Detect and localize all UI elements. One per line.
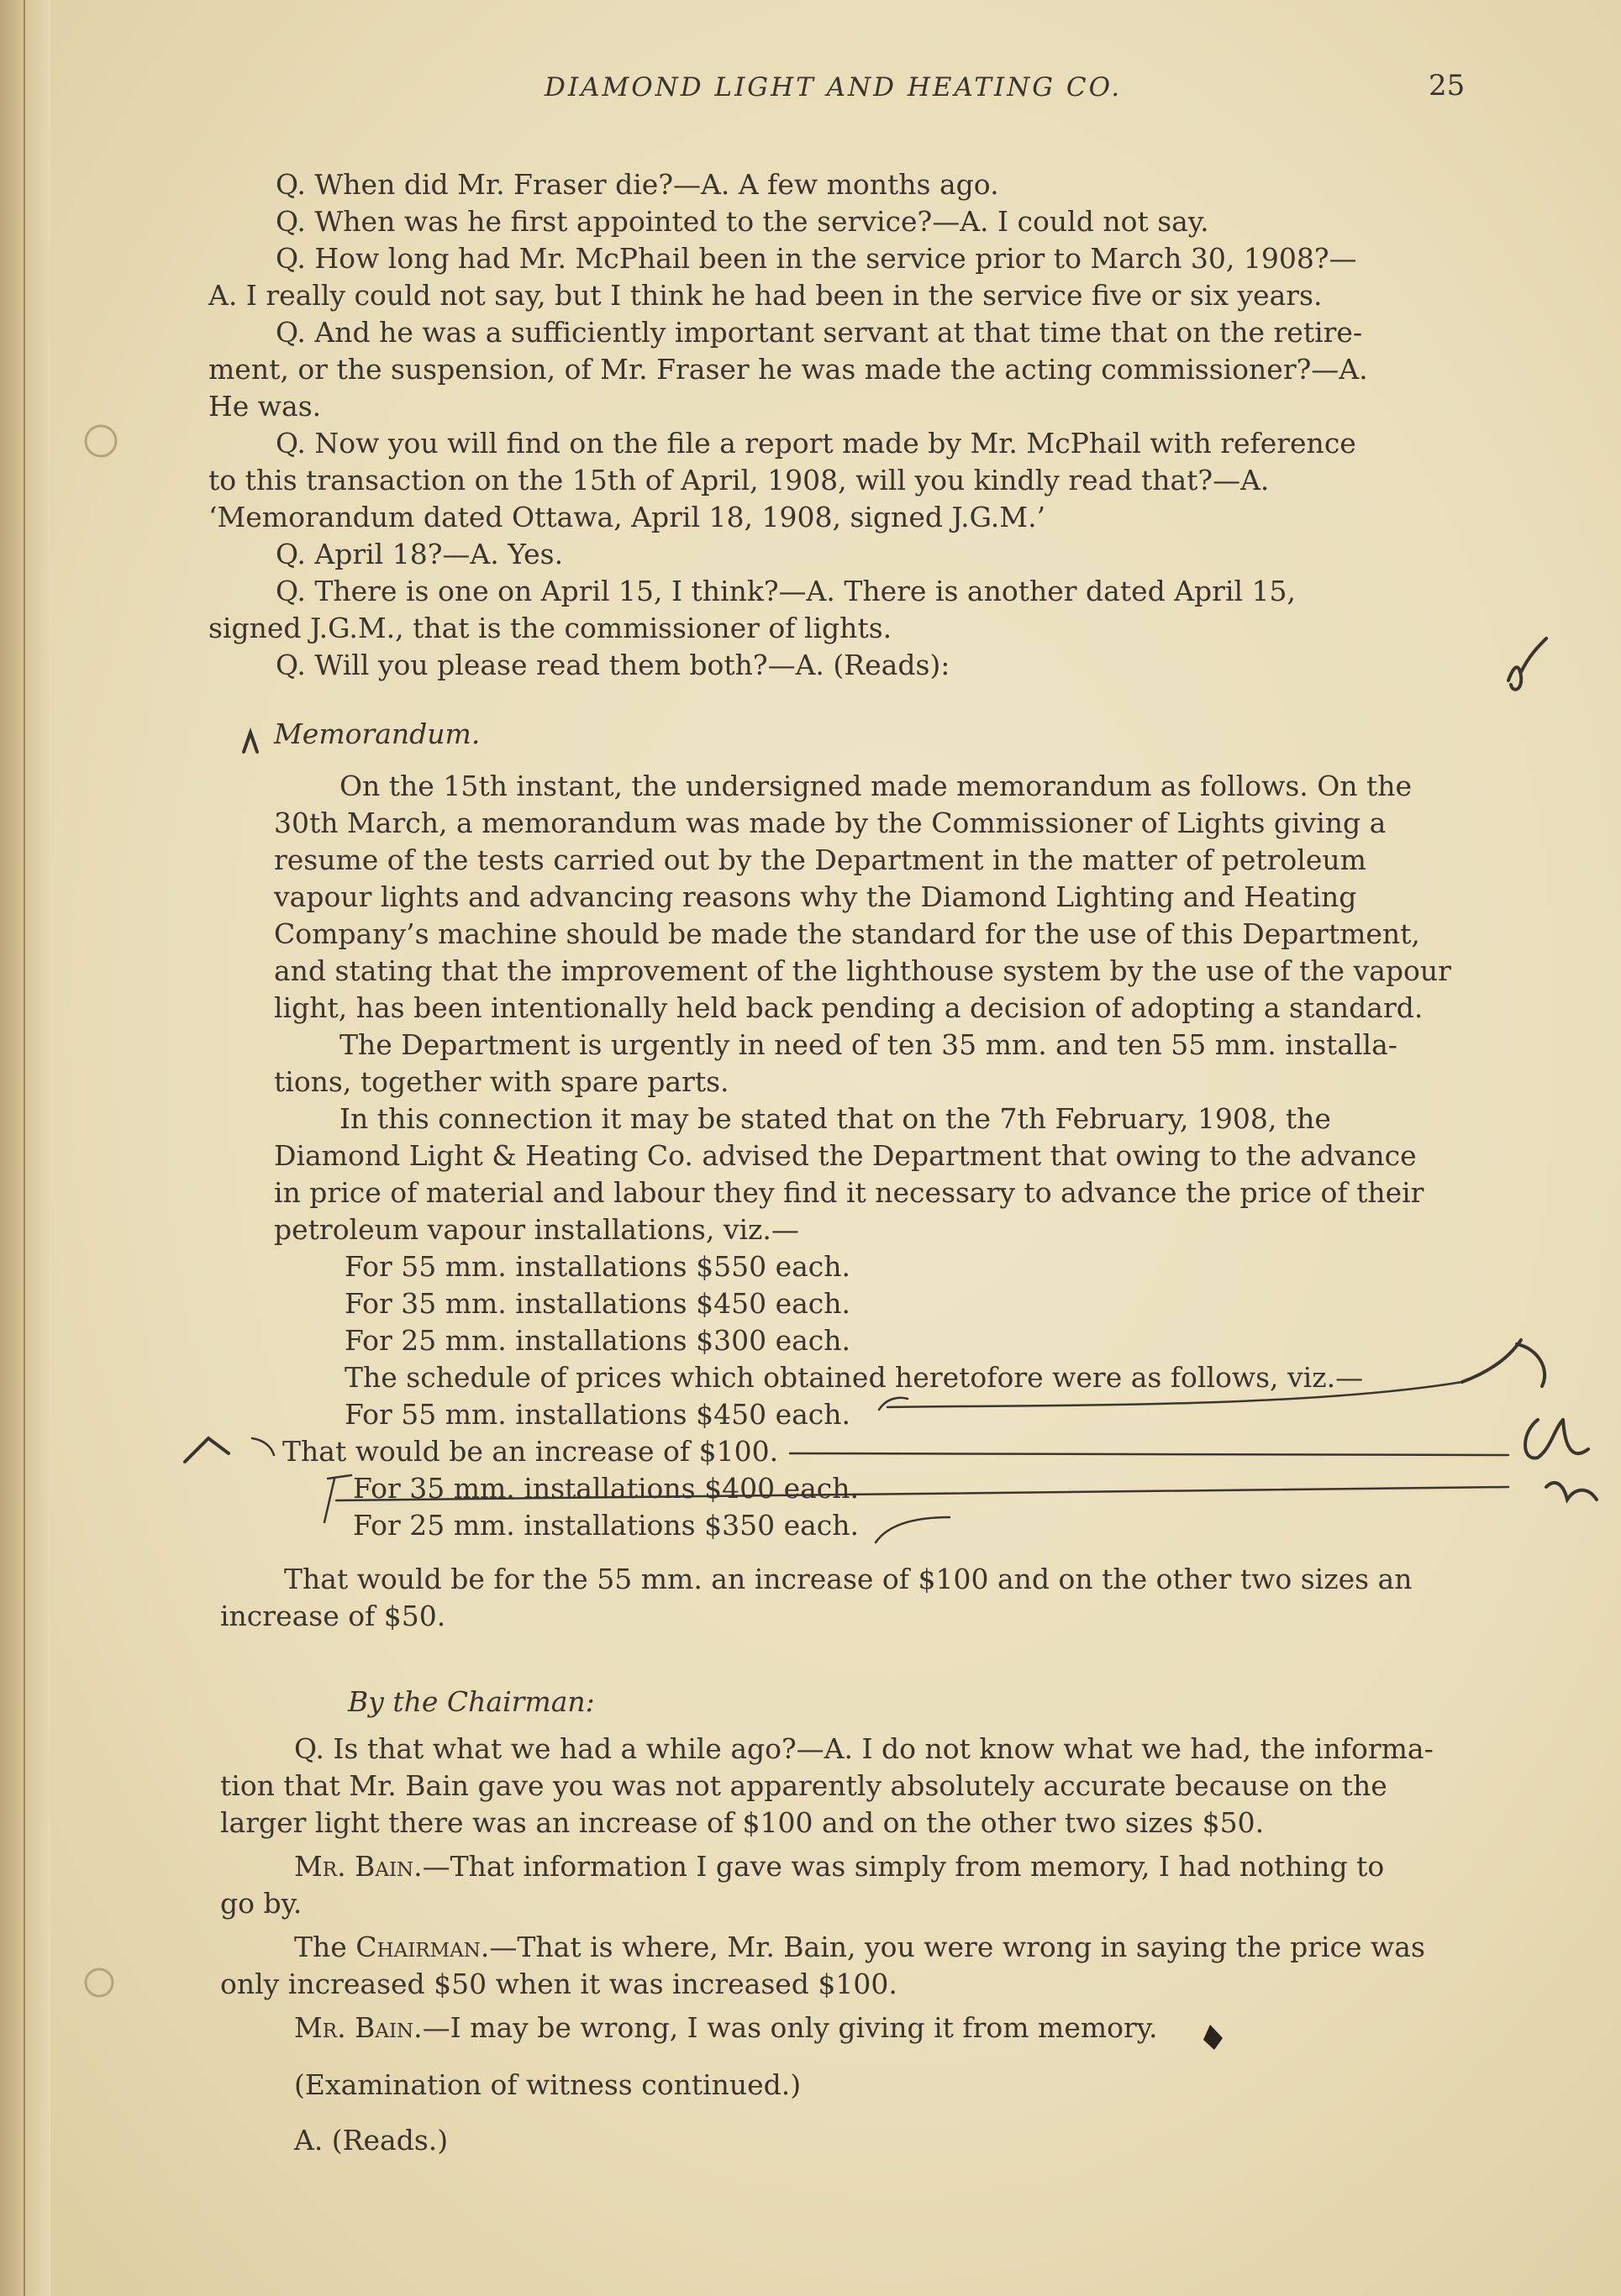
speaker-name: Mr. Bain [294, 1850, 414, 1883]
memo-line: resume of the tests carried out by the Department in the matter of petroleum [274, 843, 1366, 876]
strike-line [790, 1453, 1508, 1455]
qa-line: He was. [208, 390, 322, 423]
price-line: For 35 mm. installations $400 each. [353, 1472, 859, 1505]
price-line: For 55 mm. installations $550 each. [345, 1250, 850, 1283]
price-line: For 55 mm. installations $450 each. [345, 1398, 850, 1431]
speech-text: .—I may be wrong, I was only giving it from memory. [413, 2011, 1158, 2044]
ink-spot [1203, 2025, 1223, 2050]
memo-line: 30th March, a memorandum was made by the Commissioner of Lights giving a [274, 806, 1387, 839]
price-line: For 25 mm. installations $350 each. [353, 1509, 859, 1542]
connector-line [887, 1382, 1462, 1407]
memo-line: and stating that the improvement of the lighthouse system by the use of the vapour [274, 954, 1451, 987]
qa-line: larger light there was an increase of $100 and on the other two sizes $50. [220, 1806, 1265, 1839]
memo-line: The Department is urgently in need of ten 35 mm. and ten 55 mm. installa- [339, 1028, 1397, 1061]
speech-line: only increased $50 when it was increased $100. [220, 1968, 897, 2000]
qa-line: tion that Mr. Bain gave you was not apparently absolutely accurate because on the [220, 1769, 1387, 1802]
speech-text: .—That information I gave was simply from memory, I had nothing to [413, 1850, 1385, 1883]
body-line: (Examination of witness continued.) [294, 2068, 802, 2101]
memo-line: vapour lights and advancing reasons why the Diamond Lighting and Heating [274, 880, 1357, 913]
margin-scribble [1546, 1483, 1597, 1500]
margin-scribble [1462, 1340, 1545, 1386]
memo-line: petroleum vapour installations, viz.— [274, 1213, 799, 1246]
bracket-mark [324, 1475, 351, 1522]
caret-mark [244, 733, 257, 752]
qa-line: Q. April 18?—A. Yes. [276, 538, 564, 570]
qa-line: Q. When was he first appointed to the service?—A. I could not say. [276, 205, 1209, 238]
bracket-mark [876, 1517, 950, 1542]
body-line: increase of $50. [220, 1600, 446, 1632]
memo-line: Diamond Light & Heating Co. advised the Department that owing to the advance [274, 1139, 1417, 1172]
memo-heading: Memorandum. [274, 717, 481, 750]
memo-line: tions, together with spare parts. [274, 1065, 729, 1098]
qa-line: Q. Now you will find on the file a report made by Mr. McPhail with reference [276, 427, 1356, 460]
qa-line: Q. How long had Mr. McPhail been in the service prior to March 30, 1908?— [276, 242, 1357, 275]
page-stain [86, 1969, 113, 1996]
page-number: 25 [1429, 69, 1466, 102]
speech-line: go by. [220, 1887, 303, 1920]
page-stain [86, 426, 116, 456]
caret-mark [185, 1438, 229, 1462]
qa-line: Q. There is one on April 15, I think?—A. There is another dated April 15, [276, 575, 1297, 607]
qa-line: to this transaction on the 15th of April, 1908, will you kindly read that?—A. [208, 464, 1270, 497]
bracket-mark [252, 1438, 274, 1455]
qa-line: A. I really could not say, but I think he had been in the service five or six years. [208, 279, 1323, 312]
inserted-line: That would be an increase of $100. [282, 1435, 779, 1468]
memo-line: In this connection it may be stated that on the 7th February, 1908, the [339, 1102, 1331, 1135]
qa-line: signed J.G.M., that is the commissioner of lights. [208, 612, 892, 644]
running-header: DIAMOND LIGHT AND HEATING CO. [545, 72, 1123, 102]
margin-scribble [1508, 638, 1546, 690]
speaker-name: Chairman [355, 1931, 481, 1963]
qa-line: Q. And he was a sufficiently important servant at that time that on the retire- [276, 316, 1363, 349]
body-line: That would be for the 55 mm. an increase of $100 and on the other two sizes an [284, 1563, 1413, 1595]
memo-line: light, has been intentionally held back pending a decision of adopting a standard. [274, 991, 1424, 1024]
body-line: A. (Reads.) [294, 2124, 449, 2157]
qa-line: Q. When did Mr. Fraser die?—A. A few months ago. [276, 168, 999, 201]
margin-scribble [1525, 1420, 1588, 1458]
strike-line [336, 1487, 1508, 1500]
price-line: For 35 mm. installations $450 each. [345, 1287, 850, 1320]
memo-line: in price of material and labour they find it necessary to advance the price of their [274, 1176, 1424, 1209]
section-heading: By the Chairman: [348, 1685, 595, 1718]
price-line: For 25 mm. installations $300 each. [345, 1324, 850, 1357]
speech-text: .—That is where, Mr. Bain, you were wrong in saying the price was [480, 1931, 1425, 1963]
memo-line: On the 15th instant, the undersigned made memorandum as follows. On the [339, 770, 1413, 802]
qa-line: Q. Will you please read them both?—A. (Reads): [276, 649, 950, 681]
speaker-name: Mr. Bain [294, 2011, 414, 2044]
qa-line: ‘Memorandum dated Ottawa, April 18, 1908, signed J.G.M.’ [208, 501, 1046, 533]
memo-line: The schedule of prices which obtained heretofore were as follows, viz.— [345, 1361, 1364, 1394]
speech-prefix: The [294, 1931, 356, 1963]
qa-line: Q. Is that what we had a while ago?—A. I do not know what we had, the informa- [294, 1732, 1434, 1765]
qa-line: ment, or the suspension, of Mr. Fraser he was made the acting commissioner?—A. [208, 353, 1368, 386]
memo-line: Company’s machine should be made the standard for the use of this Department, [274, 917, 1420, 950]
